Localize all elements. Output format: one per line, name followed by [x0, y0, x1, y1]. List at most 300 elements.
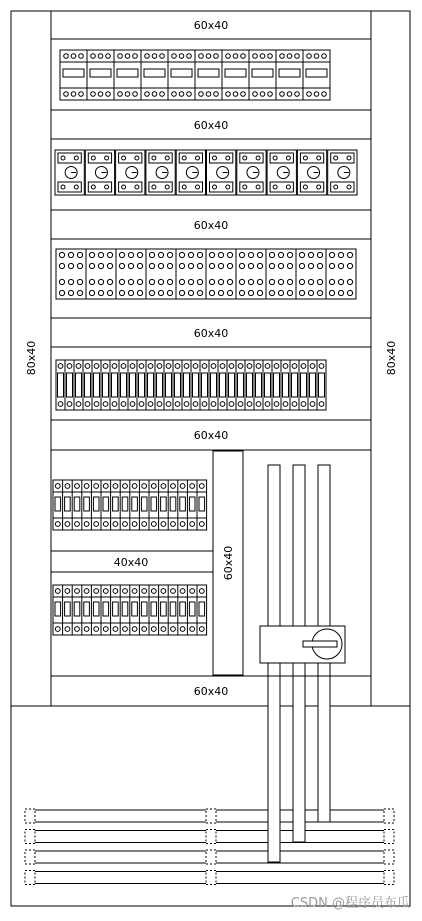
terminal-marker	[310, 373, 316, 397]
terminal-screw-icon	[197, 290, 202, 295]
terminal-screw-icon	[133, 54, 138, 59]
breaker-1	[222, 50, 249, 100]
rail-mount-icon	[206, 871, 216, 885]
terminal-screw-icon	[137, 263, 142, 268]
breaker-toggle-icon	[198, 69, 219, 77]
breaker-1	[141, 50, 168, 100]
din-rail	[25, 850, 394, 864]
terminal-screw-icon	[58, 402, 63, 407]
terminal-screw-icon	[106, 54, 111, 59]
terminal-screw-icon	[213, 185, 217, 189]
breaker-toggle-icon	[252, 69, 273, 77]
terminal-block	[326, 249, 356, 299]
terminal-screw-icon	[59, 279, 64, 284]
breaker-toggle-icon	[90, 69, 111, 77]
breaker-toggle-icon	[171, 69, 192, 77]
terminal-screw-icon	[180, 522, 185, 527]
terminal-screw-icon	[274, 402, 279, 407]
terminal-screw-icon	[91, 185, 95, 189]
terminal-screw-icon	[179, 54, 184, 59]
terminal-screw-icon	[91, 54, 96, 59]
terminal-screw-icon	[98, 92, 103, 97]
label-row5: 60x40	[193, 429, 229, 442]
breaker-toggle-icon	[180, 497, 186, 511]
terminal-block	[176, 249, 206, 299]
terminal-screw-icon	[112, 402, 117, 407]
terminal-screw-icon	[161, 627, 166, 632]
terminal-row-4	[56, 360, 326, 410]
terminal-screw-icon	[180, 589, 185, 594]
terminal-screw-icon	[151, 589, 156, 594]
terminal-screw-icon	[303, 156, 307, 160]
terminal-screw-icon	[188, 252, 193, 257]
breaker-toggle-icon	[189, 497, 195, 511]
terminal-screw-icon	[142, 627, 147, 632]
rail-mount-icon	[384, 871, 394, 885]
terminal-screw-icon	[103, 484, 108, 489]
terminal-screw-icon	[180, 627, 185, 632]
terminal-screw-icon	[103, 402, 108, 407]
terminal-screw-icon	[158, 252, 163, 257]
terminal-marker	[211, 373, 217, 397]
breaker-1	[195, 50, 222, 100]
terminal-screw-icon	[286, 185, 290, 189]
rail-mount-icon	[25, 850, 35, 864]
terminal-screw-icon	[317, 263, 322, 268]
terminal-screw-icon	[165, 185, 169, 189]
label-top: 60x40	[193, 19, 229, 32]
terminal-screw-icon	[89, 279, 94, 284]
terminal-screw-icon	[123, 589, 128, 594]
terminal-screw-icon	[118, 92, 123, 97]
rail-mount-icon	[206, 850, 216, 864]
terminal-screw-icon	[148, 402, 153, 407]
terminal-screw-icon	[98, 290, 103, 295]
terminal-screw-icon	[84, 589, 89, 594]
terminal-screw-icon	[317, 156, 321, 160]
terminal-marker	[175, 373, 181, 397]
terminal-screw-icon	[248, 290, 253, 295]
terminal-screw-icon	[152, 156, 156, 160]
terminal-screw-icon	[287, 92, 292, 97]
terminal-screw-icon	[287, 263, 292, 268]
terminal-screw-icon	[278, 279, 283, 284]
terminal-block	[296, 249, 326, 299]
breaker-toggle-icon	[93, 602, 99, 616]
terminal-screw-icon	[79, 54, 84, 59]
terminal-screw-icon	[149, 279, 154, 284]
terminal-screw-icon	[55, 589, 60, 594]
terminal-screw-icon	[286, 156, 290, 160]
cabinet-frame	[11, 11, 410, 906]
terminal-screw-icon	[229, 364, 234, 369]
terminal-screw-icon	[151, 484, 156, 489]
terminal-screw-icon	[128, 279, 133, 284]
terminal-block	[146, 249, 176, 299]
terminal-screw-icon	[241, 54, 246, 59]
terminal-screw-icon	[308, 290, 313, 295]
terminal-screw-icon	[347, 263, 352, 268]
terminal-screw-icon	[338, 263, 343, 268]
terminal-screw-icon	[94, 364, 99, 369]
terminal-screw-icon	[347, 290, 352, 295]
terminal-screw-icon	[85, 364, 90, 369]
busbar-connector	[318, 663, 330, 676]
breaker-toggle-icon	[122, 602, 128, 616]
terminal-marker	[130, 373, 136, 397]
terminal-screw-icon	[214, 92, 219, 97]
terminal-screw-icon	[59, 290, 64, 295]
rail-mount-icon	[206, 809, 216, 823]
terminal-screw-icon	[278, 263, 283, 268]
terminal-screw-icon	[179, 290, 184, 295]
terminal-screw-icon	[303, 185, 307, 189]
terminal-screw-icon	[247, 402, 252, 407]
terminal-screw-icon	[260, 92, 265, 97]
terminal-screw-icon	[218, 290, 223, 295]
terminal-marker	[157, 373, 163, 397]
terminal-screw-icon	[113, 627, 118, 632]
terminal-screw-icon	[107, 290, 112, 295]
terminal-screw-icon	[175, 402, 180, 407]
terminal-screw-icon	[180, 484, 185, 489]
terminal-screw-icon	[130, 364, 135, 369]
terminal-screw-icon	[256, 402, 261, 407]
terminal-screw-icon	[211, 402, 216, 407]
terminal-screw-icon	[190, 627, 195, 632]
terminal-screw-icon	[121, 402, 126, 407]
terminal-screw-icon	[265, 402, 270, 407]
relay-module	[297, 150, 326, 195]
breaker-toggle-icon	[74, 602, 80, 616]
terminal-marker	[184, 373, 190, 397]
terminal-screw-icon	[273, 185, 277, 189]
terminal-screw-icon	[257, 263, 262, 268]
terminal-screw-icon	[91, 156, 95, 160]
label-right: 80x40	[385, 340, 398, 376]
terminal-screw-icon	[209, 279, 214, 284]
terminal-screw-icon	[196, 185, 200, 189]
breaker-toggle-icon	[180, 602, 186, 616]
terminal-marker	[301, 373, 307, 397]
terminal-screw-icon	[61, 156, 65, 160]
terminal-screw-icon	[199, 92, 204, 97]
terminal-screw-icon	[301, 364, 306, 369]
terminal-screw-icon	[152, 54, 157, 59]
terminal-screw-icon	[197, 252, 202, 257]
terminal-screw-icon	[171, 589, 176, 594]
terminal-screw-icon	[74, 185, 78, 189]
relay-module	[176, 150, 205, 195]
terminal-screw-icon	[132, 522, 137, 527]
terminal-screw-icon	[158, 279, 163, 284]
terminal-screw-icon	[128, 290, 133, 295]
terminal-screw-icon	[75, 522, 80, 527]
breaker-toggle-icon	[199, 602, 205, 616]
terminal-screw-icon	[319, 364, 324, 369]
terminal-screw-icon	[187, 54, 192, 59]
terminal-screw-icon	[229, 402, 234, 407]
terminal-screw-icon	[161, 484, 166, 489]
terminal-screw-icon	[308, 263, 313, 268]
terminal-screw-icon	[269, 263, 274, 268]
label-row4: 60x40	[193, 327, 229, 340]
terminal-screw-icon	[71, 54, 76, 59]
din-rail	[25, 871, 394, 885]
terminal-screw-icon	[161, 589, 166, 594]
terminal-screw-icon	[317, 185, 321, 189]
terminal-marker	[112, 373, 118, 397]
terminal-screw-icon	[125, 92, 130, 97]
switch-handle-icon	[303, 641, 337, 647]
terminal-screw-icon	[314, 92, 319, 97]
terminal-marker	[67, 373, 73, 397]
terminal-screw-icon	[248, 263, 253, 268]
terminal-screw-icon	[322, 92, 327, 97]
terminal-marker	[58, 373, 64, 397]
terminal-screw-icon	[199, 627, 204, 632]
breaker-1	[168, 50, 195, 100]
terminal-screw-icon	[103, 589, 108, 594]
terminal-screw-icon	[338, 279, 343, 284]
terminal-screw-icon	[202, 402, 207, 407]
terminal-screw-icon	[76, 364, 81, 369]
terminal-screw-icon	[137, 279, 142, 284]
terminal-screw-icon	[85, 402, 90, 407]
relay-row-2	[55, 150, 357, 195]
terminal-screw-icon	[209, 252, 214, 257]
terminal-screw-icon	[307, 92, 312, 97]
terminal-screw-icon	[211, 364, 216, 369]
terminal-marker	[220, 373, 226, 397]
terminal-block	[236, 249, 266, 299]
terminal-screw-icon	[89, 290, 94, 295]
terminal-screw-icon	[243, 185, 247, 189]
terminal-screw-icon	[188, 290, 193, 295]
terminal-screw-icon	[130, 402, 135, 407]
terminal-screw-icon	[76, 402, 81, 407]
terminal-screw-icon	[299, 263, 304, 268]
terminal-screw-icon	[64, 54, 69, 59]
terminal-screw-icon	[269, 279, 274, 284]
terminal-screw-icon	[227, 290, 232, 295]
terminal-screw-icon	[84, 484, 89, 489]
terminal-marker	[85, 373, 91, 397]
terminal-screw-icon	[139, 364, 144, 369]
terminal-screw-icon	[329, 279, 334, 284]
terminal-screw-icon	[278, 290, 283, 295]
terminal-marker	[283, 373, 289, 397]
terminal-screw-icon	[123, 627, 128, 632]
terminal-screw-icon	[317, 252, 322, 257]
terminal-screw-icon	[218, 279, 223, 284]
terminal-marker	[265, 373, 271, 397]
terminal-screw-icon	[188, 279, 193, 284]
terminal-screw-icon	[310, 364, 315, 369]
terminal-screw-icon	[165, 156, 169, 160]
rail-mount-icon	[384, 809, 394, 823]
terminal-screw-icon	[206, 54, 211, 59]
terminal-screw-icon	[199, 484, 204, 489]
terminal-screw-icon	[299, 279, 304, 284]
terminal-screw-icon	[241, 92, 246, 97]
rail-mount-icon	[384, 830, 394, 844]
terminal-screw-icon	[132, 484, 137, 489]
terminal-screw-icon	[299, 252, 304, 257]
terminal-screw-icon	[64, 92, 69, 97]
terminal-screw-icon	[322, 54, 327, 59]
terminal-screw-icon	[151, 522, 156, 527]
terminal-screw-icon	[75, 627, 80, 632]
breaker-toggle-icon	[103, 497, 109, 511]
terminal-screw-icon	[179, 92, 184, 97]
terminal-screw-icon	[317, 279, 322, 284]
terminal-screw-icon	[77, 263, 82, 268]
terminal-marker	[292, 373, 298, 397]
rail-mount-icon	[206, 830, 216, 844]
terminal-screw-icon	[128, 263, 133, 268]
breaker-toggle-icon	[189, 602, 195, 616]
terminal-screw-icon	[105, 156, 109, 160]
terminal-screw-icon	[257, 290, 262, 295]
terminal-screw-icon	[233, 92, 238, 97]
terminal-screw-icon	[182, 185, 186, 189]
terminal-screw-icon	[149, 290, 154, 295]
terminal-screw-icon	[175, 364, 180, 369]
terminal-screw-icon	[247, 364, 252, 369]
terminal-screw-icon	[226, 156, 230, 160]
terminal-screw-icon	[142, 484, 147, 489]
breaker-toggle-icon	[74, 497, 80, 511]
terminal-screw-icon	[269, 290, 274, 295]
terminal-screw-icon	[283, 402, 288, 407]
terminal-screw-icon	[125, 54, 130, 59]
breaker-group-left-lower	[53, 585, 207, 635]
terminal-screw-icon	[179, 263, 184, 268]
breaker-toggle-icon	[113, 602, 119, 616]
rail-mount-icon	[384, 850, 394, 864]
terminal-screw-icon	[283, 364, 288, 369]
terminal-screw-icon	[167, 290, 172, 295]
terminal-screw-icon	[157, 364, 162, 369]
terminal-screw-icon	[77, 290, 82, 295]
terminal-screw-icon	[94, 522, 99, 527]
relay-module	[328, 150, 357, 195]
breaker-toggle-icon	[113, 497, 119, 511]
terminal-screw-icon	[67, 364, 72, 369]
terminal-marker	[193, 373, 199, 397]
terminal-screw-icon	[218, 263, 223, 268]
terminal-screw-icon	[166, 402, 171, 407]
label-bottom: 60x40	[193, 685, 229, 698]
terminal-screw-icon	[184, 364, 189, 369]
relay-module	[116, 150, 145, 195]
terminal-screw-icon	[172, 92, 177, 97]
terminal-screw-icon	[179, 252, 184, 257]
terminal-screw-icon	[158, 290, 163, 295]
terminal-screw-icon	[133, 92, 138, 97]
terminal-marker	[166, 373, 172, 397]
terminal-screw-icon	[347, 279, 352, 284]
terminal-screw-icon	[347, 252, 352, 257]
terminal-screw-icon	[121, 364, 126, 369]
terminal-screw-icon	[347, 185, 351, 189]
breaker-1	[87, 50, 114, 100]
breaker-row-1	[60, 50, 330, 100]
terminal-screw-icon	[182, 156, 186, 160]
terminal-marker	[139, 373, 145, 397]
terminal-marker	[202, 373, 208, 397]
label-middle-vertical: 60x40	[222, 545, 235, 581]
terminal-screw-icon	[103, 627, 108, 632]
relay-module	[267, 150, 296, 195]
terminal-screw-icon	[65, 589, 70, 594]
terminal-screw-icon	[171, 522, 176, 527]
breaker-toggle-icon	[161, 497, 167, 511]
terminal-screw-icon	[119, 290, 124, 295]
terminal-screw-icon	[112, 364, 117, 369]
breaker-1	[303, 50, 330, 100]
terminal-screw-icon	[292, 364, 297, 369]
terminal-screw-icon	[209, 290, 214, 295]
terminal-screw-icon	[84, 627, 89, 632]
terminal-screw-icon	[248, 279, 253, 284]
breaker-toggle-icon	[84, 497, 90, 511]
terminal-screw-icon	[152, 185, 156, 189]
terminal-screw-icon	[190, 522, 195, 527]
terminal-block	[206, 249, 236, 299]
terminal-screw-icon	[308, 279, 313, 284]
terminal-marker	[229, 373, 235, 397]
terminal-screw-icon	[314, 54, 319, 59]
terminal-screw-icon	[132, 627, 137, 632]
terminal-screw-icon	[58, 364, 63, 369]
terminal-screw-icon	[220, 364, 225, 369]
terminal-screw-icon	[145, 92, 150, 97]
relay-module	[55, 150, 84, 195]
label-small-horizontal: 40x40	[113, 556, 149, 569]
terminal-screw-icon	[142, 589, 147, 594]
terminal-screw-icon	[220, 402, 225, 407]
terminal-screw-icon	[135, 156, 139, 160]
terminal-screw-icon	[227, 263, 232, 268]
terminal-screw-icon	[113, 522, 118, 527]
breaker-toggle-icon	[63, 69, 84, 77]
terminal-screw-icon	[202, 364, 207, 369]
breaker-toggle-icon	[65, 602, 71, 616]
terminal-screw-icon	[122, 185, 126, 189]
terminal-screw-icon	[123, 484, 128, 489]
terminal-screw-icon	[94, 589, 99, 594]
terminal-screw-icon	[273, 156, 277, 160]
breaker-toggle-icon	[199, 497, 205, 511]
terminal-screw-icon	[179, 279, 184, 284]
terminal-screw-icon	[317, 290, 322, 295]
terminal-screw-icon	[213, 156, 217, 160]
terminal-screw-icon	[171, 627, 176, 632]
terminal-block	[266, 249, 296, 299]
terminal-screw-icon	[71, 92, 76, 97]
terminal-screw-icon	[253, 92, 258, 97]
terminal-screw-icon	[187, 92, 192, 97]
terminal-screw-icon	[226, 185, 230, 189]
terminal-screw-icon	[149, 263, 154, 268]
terminal-screw-icon	[142, 522, 147, 527]
terminal-screw-icon	[307, 54, 312, 59]
terminal-screw-icon	[107, 252, 112, 257]
terminal-screw-icon	[77, 279, 82, 284]
terminal-screw-icon	[94, 402, 99, 407]
